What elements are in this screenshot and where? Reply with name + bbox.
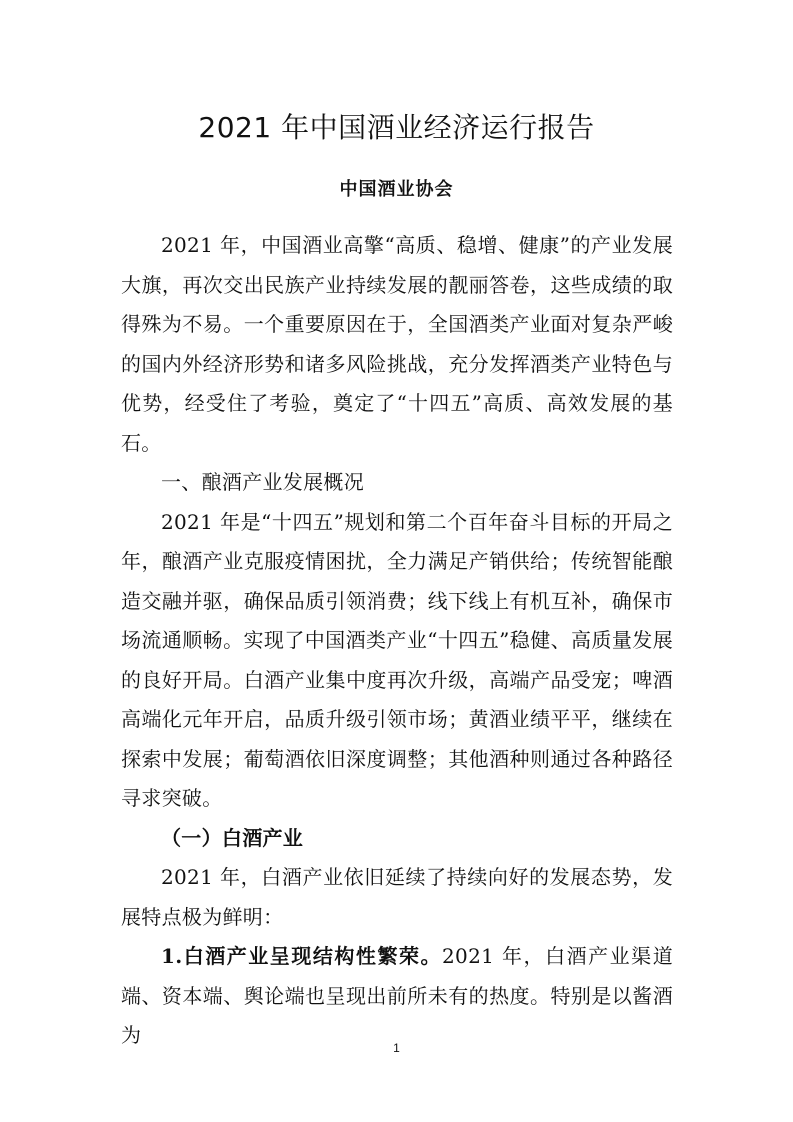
subsection-heading-baijiu: （一）白酒产业 xyxy=(161,825,304,850)
document-author: 中国酒业协会 xyxy=(339,179,454,200)
point-1-text: 2021 年，白酒产业渠道端、资本端、舆论端也呈现出前所未有的热度。特别是以酱酒为 xyxy=(121,944,673,1047)
document-title: 2021 年中国酒业经济运行报告 xyxy=(198,111,595,144)
document-body xyxy=(121,226,673,1056)
page-number: 1 xyxy=(393,1041,400,1055)
paragraph-baijiu-point-1 xyxy=(121,937,673,1056)
point-1-lead: 1.白酒产业呈现结构性繁荣。 xyxy=(161,944,443,968)
section-heading-1: 一、酿酒产业发展概况 xyxy=(161,470,364,494)
paragraph-baijiu-summary: 2021 年，白酒产业依旧延续了持续向好的发展态势，发展特点极为鲜明： xyxy=(121,865,673,929)
paragraph-overview: 2021 年是“十四五”规划和第二个百年奋斗目标的开局之年，酿酒产业克服疫情困扰，全力满足产销供给；传统智能酿造交融并驱，确保品质引领消费；线下线上有机互补，确保市场流通顺畅。实现了中国酒类产业“十四五”稳健、高质量发展的良好开局。白酒产业集中度再次升级，高端产品受宠；啤酒高端化元年开启，品质升级引领市场；黄酒业绩平平，继续在探索中发展；葡萄酒依旧深度调整；其他酒种则通过各种路径寻求突破。 xyxy=(121,509,673,810)
paragraph-intro: 2021 年，中国酒业高擎“高质、稳增、健康”的产业发展大旗，再次交出民族产业持续发展的靓丽答卷，这些成绩的取得殊为不易。一个重要原因在于，全国酒类产业面对复杂严峻的国内外经济形势和诸多风险挑战，充分发挥酒类产业特色与优势，经受住了考验，奠定了“十四五”高质、高效发展的基石。 xyxy=(121,233,673,455)
